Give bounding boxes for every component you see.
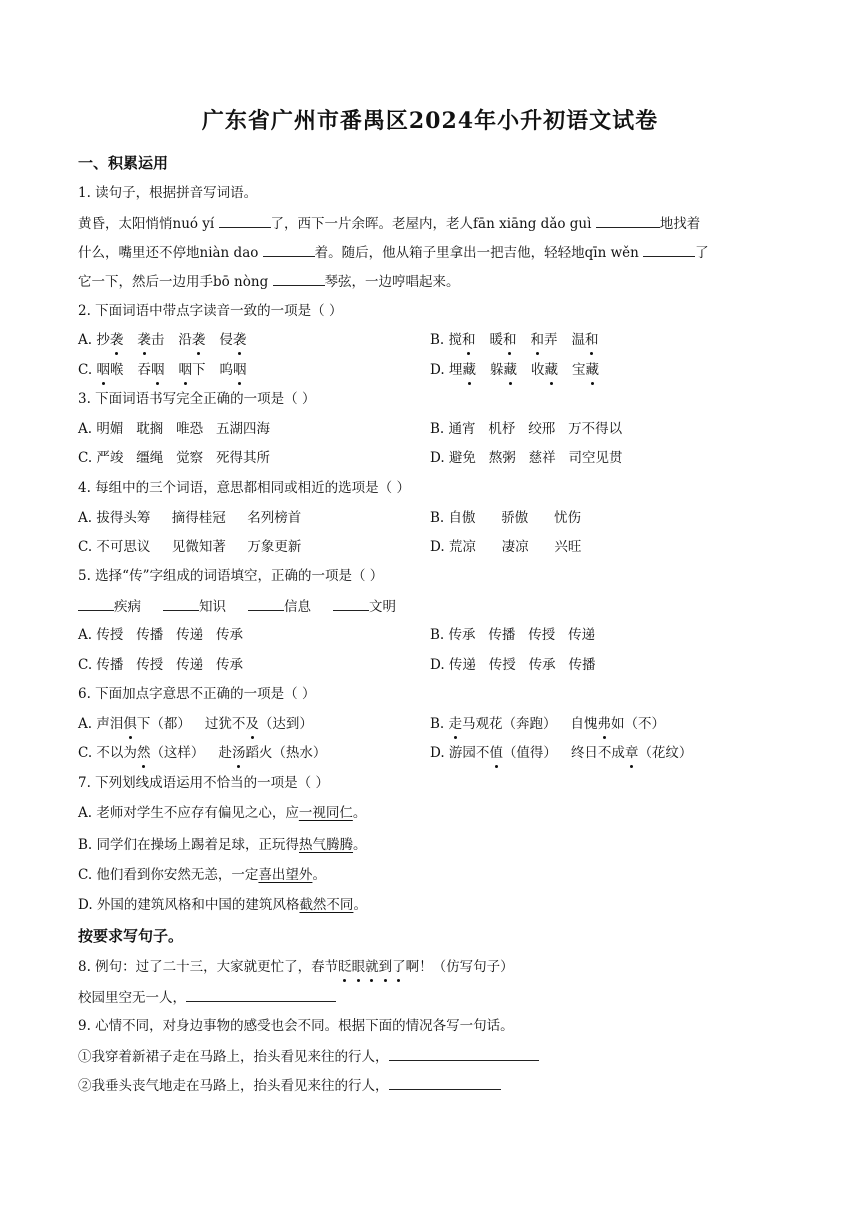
question-3-option-a[interactable]: A. 明媚 耽搁 唯恐 五湖四海 bbox=[78, 421, 270, 437]
question-7-option-b[interactable]: B. 同学们在操场上踢着足球，正玩得热气腾腾。 bbox=[78, 837, 367, 853]
question-5-option-d[interactable]: D. 传递 传授 传承 传播 bbox=[430, 657, 596, 673]
question-6-option-c[interactable]: C. 不以为然（这样） 赴汤蹈火（热水） bbox=[78, 745, 327, 761]
question-7-option-a[interactable]: A. 老师对学生不应存有偏见之心，应一视同仁。 bbox=[78, 805, 367, 821]
pinyin-blank-5[interactable] bbox=[273, 271, 325, 286]
question-5-option-c[interactable]: C. 传播 传授 传递 传承 bbox=[78, 657, 244, 673]
question-9-sentence-2: ②我垂头丧气地走在马路上，抬头看见来往的行人， bbox=[78, 1075, 501, 1096]
question-9-stem: 9. 心情不同，对身边事物的感受也会不同。根据下面的情况各写一句话。 bbox=[78, 1018, 514, 1034]
question-2-option-a[interactable]: A. 抄袭 袭击 沿袭 侵袭 bbox=[78, 332, 247, 348]
question-4-option-d[interactable]: D. 荒凉 凄凉 兴旺 bbox=[430, 539, 582, 555]
fill-blank-4[interactable] bbox=[333, 596, 369, 611]
question-6-option-b[interactable]: B. 走马观花（奔跑） 自愧弗如（不） bbox=[430, 716, 666, 732]
fill-blank-1[interactable] bbox=[78, 596, 114, 611]
question-7-option-c[interactable]: C. 他们看到你安然无恙，一定喜出望外。 bbox=[78, 867, 326, 883]
pinyin-blank-3[interactable] bbox=[263, 242, 315, 257]
question-5-option-b[interactable]: B. 传承 传播 传授 传递 bbox=[430, 627, 596, 643]
answer-blank-q8[interactable] bbox=[186, 987, 336, 1002]
question-1-passage-line-2: 什么，嘴里还不停地niàn dao 着。随后，他从箱子里拿出一把吉他，轻轻地qīn wěn 了 bbox=[78, 242, 709, 263]
question-2-option-c[interactable]: C. 咽喉 吞咽 咽下 呜咽 bbox=[78, 362, 247, 378]
question-4-option-a[interactable]: A. 拔得头筹 摘得桂冠 名列榜首 bbox=[78, 510, 302, 526]
question-7-stem: 7. 下列划线成语运用不恰当的一项是（ ） bbox=[78, 775, 329, 791]
fill-blank-2[interactable] bbox=[163, 596, 199, 611]
question-5-stem: 5. 选择“传”字组成的词语填空，正确的一项是（ ） bbox=[78, 568, 384, 584]
pinyin-blank-4[interactable] bbox=[643, 242, 695, 257]
question-1-passage-line-1: 黄昏，太阳悄悄nuó yí 了，西下一片余晖。老屋内，老人fān xiāng dǎo guì 地找着 bbox=[78, 213, 700, 234]
question-7-option-d[interactable]: D. 外国的建筑风格和中国的建筑风格截然不同。 bbox=[78, 897, 367, 913]
question-8-answer-line: 校园里空无一人， bbox=[78, 987, 336, 1008]
question-2-option-b[interactable]: B. 搅和 暖和 和弄 温和 bbox=[430, 332, 599, 348]
question-9-sentence-1: ①我穿着新裙子走在马路上，抬头看见来往的行人， bbox=[78, 1046, 539, 1067]
question-6-option-a[interactable]: A. 声泪俱下（都） 过犹不及（达到） bbox=[78, 716, 313, 732]
question-2-option-d[interactable]: D. 埋藏 躲藏 收藏 宝藏 bbox=[430, 362, 599, 378]
question-4-stem: 4. 每组中的三个词语，意思都相同或相近的选项是（ ） bbox=[78, 480, 410, 496]
question-2-stem: 2. 下面词语中带点字读音一致的一项是（ ） bbox=[78, 303, 343, 319]
page-title: 广东省广州市番禺区2024年小升初语文试卷 bbox=[201, 108, 659, 134]
question-6-stem: 6. 下面加点字意思不正确的一项是（ ） bbox=[78, 686, 316, 702]
question-3-option-b[interactable]: B. 通宵 机杼 绞邢 万不得以 bbox=[430, 421, 623, 437]
question-5-fill-blanks: 疾病 知识 信息 文明 bbox=[78, 596, 396, 617]
fill-blank-3[interactable] bbox=[248, 596, 284, 611]
question-1-passage-line-3: 它一下，然后一边用手bō nòng 琴弦，一边哼唱起来。 bbox=[78, 271, 460, 292]
pinyin-blank-2[interactable] bbox=[596, 213, 660, 228]
question-4-option-b[interactable]: B. 自傲 骄傲 忧伤 bbox=[430, 510, 581, 526]
section-heading-accumulation: 一、积累运用 bbox=[78, 154, 169, 172]
answer-blank-q9-1[interactable] bbox=[389, 1046, 539, 1061]
question-3-option-d[interactable]: D. 避免 熬粥 慈祥 司空见贯 bbox=[430, 450, 623, 466]
question-3-stem: 3. 下面词语书写完全正确的一项是（ ） bbox=[78, 391, 316, 407]
pinyin-blank-1[interactable] bbox=[219, 213, 271, 228]
question-4-option-c[interactable]: C. 不可思议 见微知著 万象更新 bbox=[78, 539, 302, 555]
question-8-stem: 8. 例句：过了二十三，大家就更忙了，春节眨眼就到了啊！（仿写句子） bbox=[78, 959, 514, 975]
answer-blank-q9-2[interactable] bbox=[389, 1075, 501, 1090]
question-1-stem: 1. 读句子，根据拼音写词语。 bbox=[78, 185, 258, 201]
question-5-option-a[interactable]: A. 传授 传播 传递 传承 bbox=[78, 627, 243, 643]
section-heading-sentences: 按要求写句子。 bbox=[78, 927, 184, 945]
question-6-option-d[interactable]: D. 游园不值（值得） 终日不成章（花纹） bbox=[430, 745, 693, 761]
question-3-option-c[interactable]: C. 严竣 缰绳 觉察 死得其所 bbox=[78, 450, 271, 466]
